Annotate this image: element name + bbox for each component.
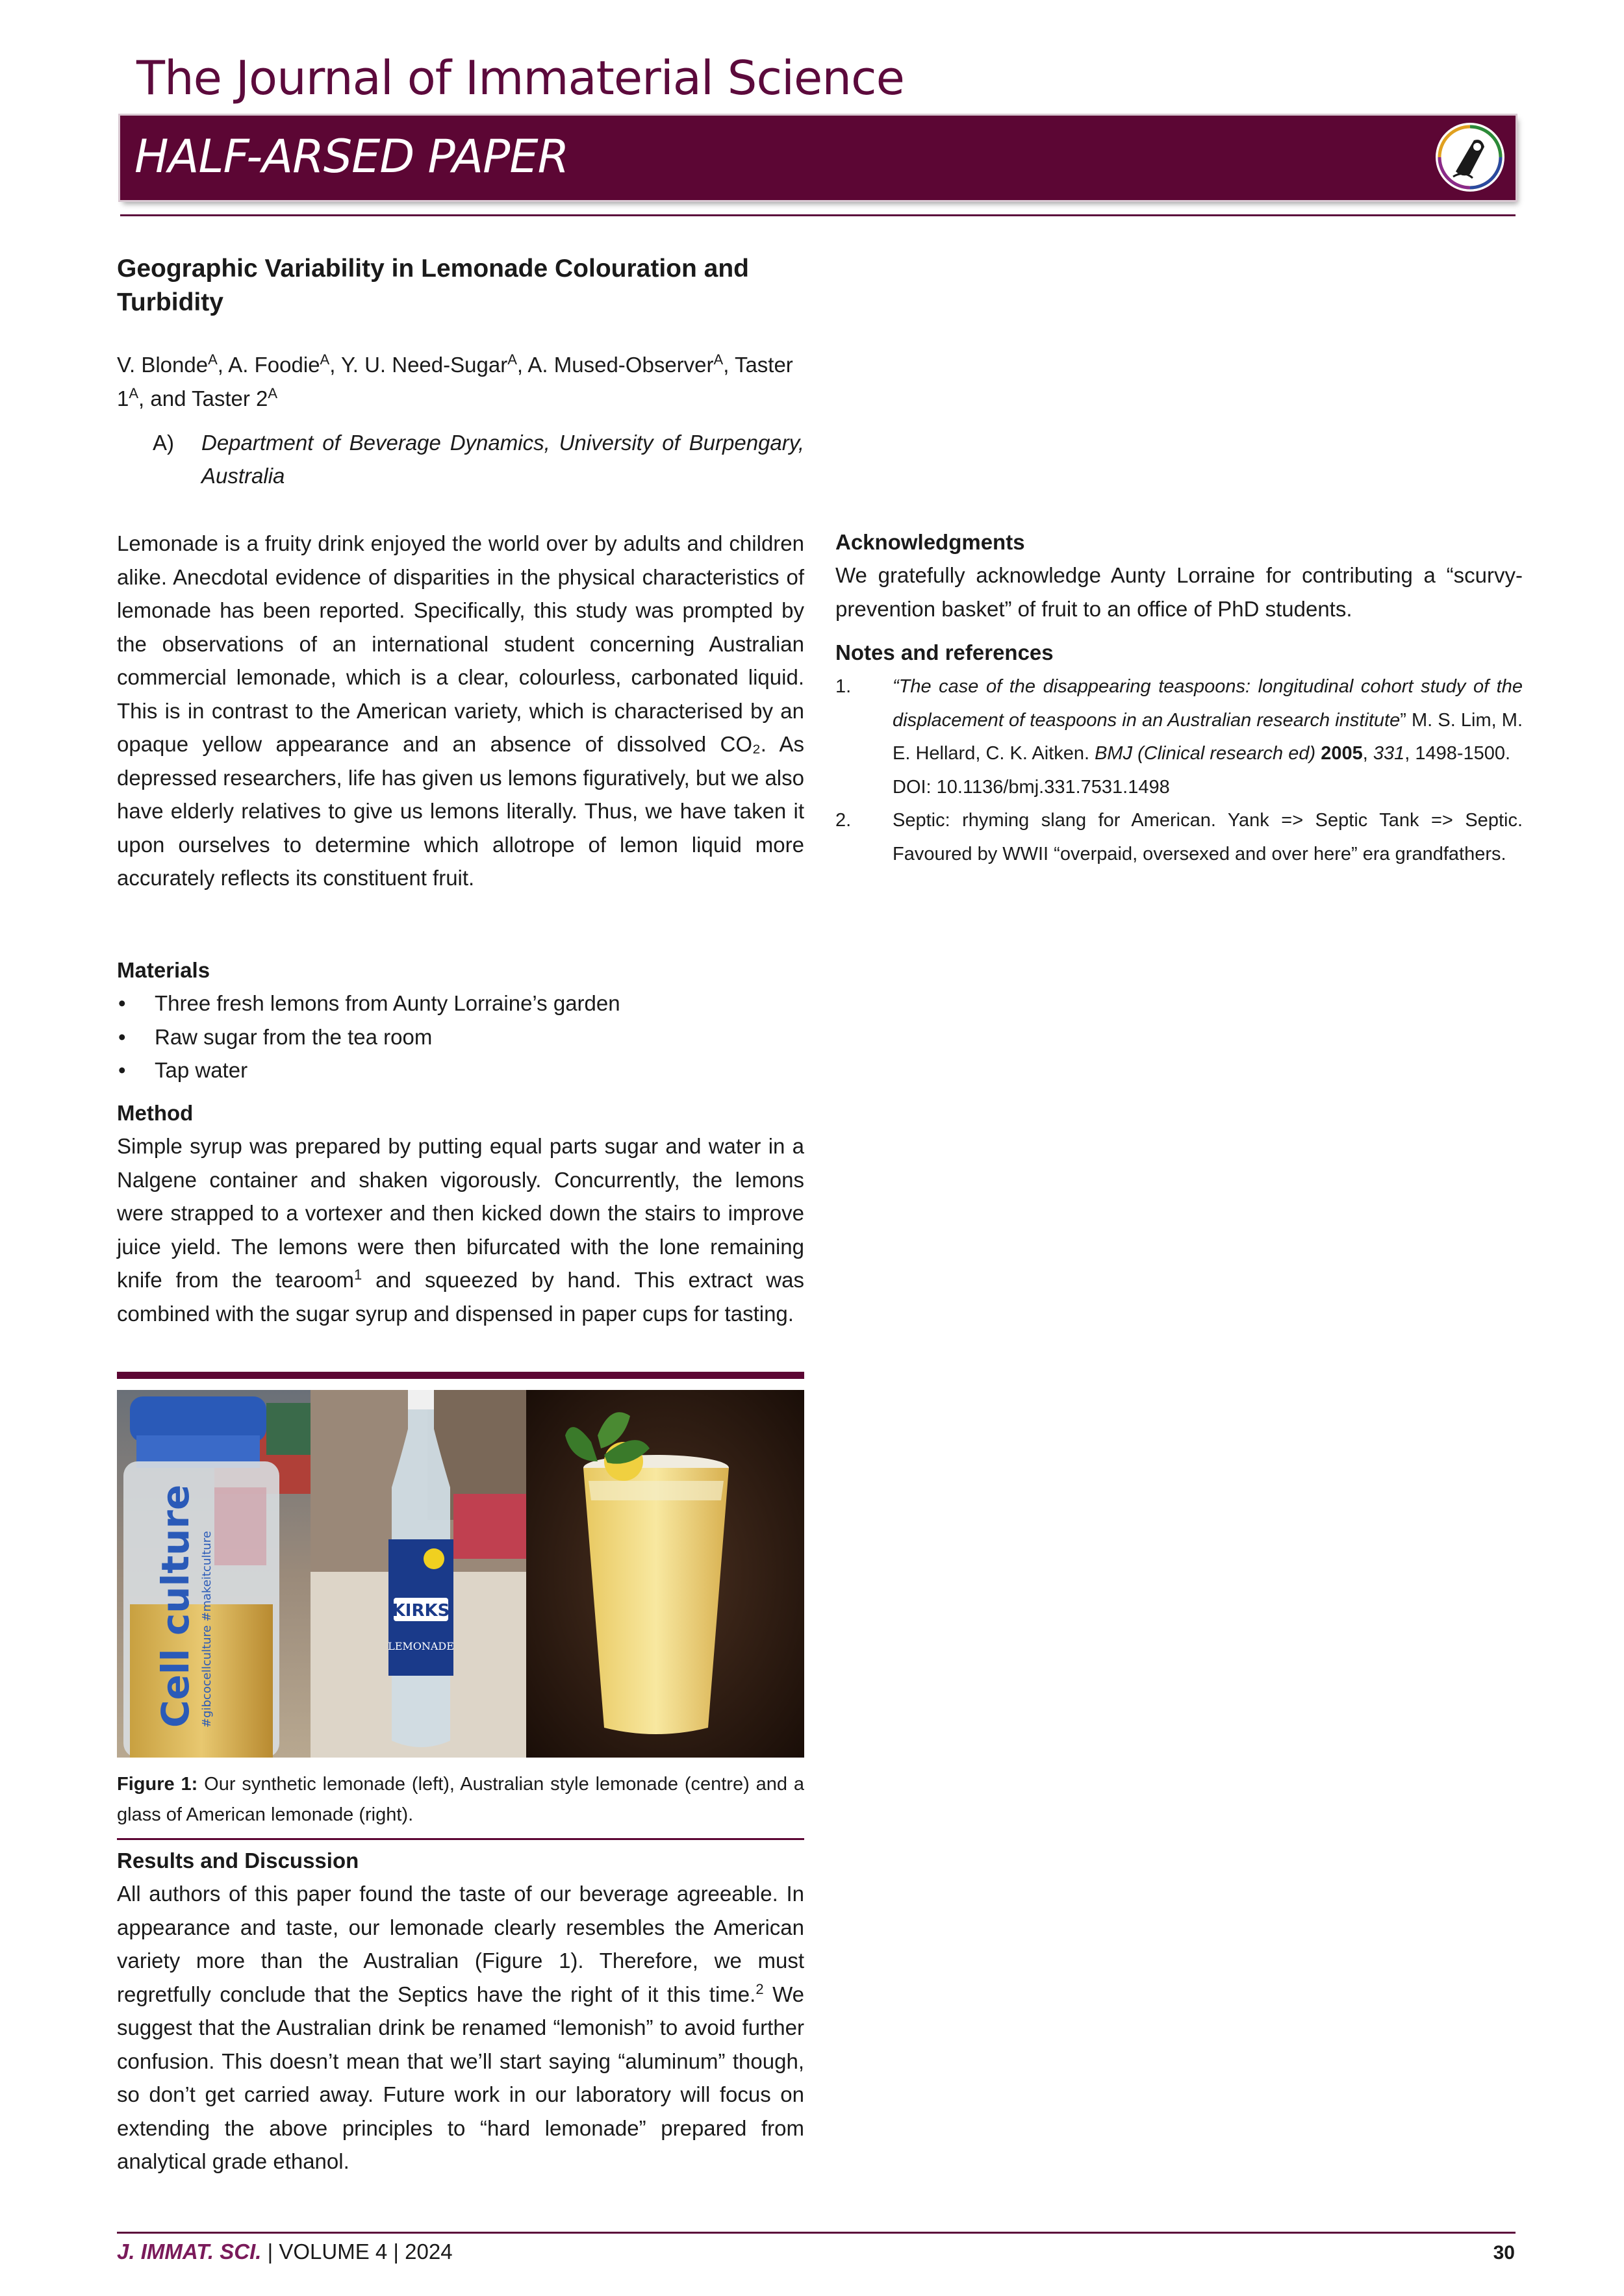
list-item: • Three fresh lemons from Aunty Lorraine’s garden bbox=[117, 987, 804, 1020]
figure-rule-top bbox=[117, 1372, 804, 1379]
author-list: V. Blonde$^A$, A. Foodie$^A$, Y. U. Need-Sugar$^A$, A. Mused-Observer$^A$, Taster $1^A$, and Taster $2^A$ bbox=[117, 351, 793, 410]
affiliation-text: Department of Beverage Dynamics, University of Burpengary, Australia bbox=[201, 431, 804, 488]
intro-paragraph: Lemonade is a fruity drink enjoyed the world over by adults and children alike. Anecdotal evidence of disparities in the physical characteristics of lemonade has been reported. Specifically, this study was prompted by the observations of an international student concerning Australian commercial lemonade, which is a clear, colourless, carbonated liquid. This is in contrast to the American variety, which is characterised by an opaque yellow appearance and an absence of dissolved CO₂. As depressed researchers, life has given us lemons figuratively, but we also have elderly relatives to give us lemons literally. Thus, we have taken it upon ourselves to determine which allotrope of lemon liquid more accurately reflects its constituent fruit. bbox=[117, 531, 804, 890]
reference-doi: DOI: 10.1136/bmj.331.7531.1498 bbox=[893, 776, 1170, 798]
journal-abbrev: J. IMMAT. SCI. bbox=[117, 2239, 262, 2264]
results-section bbox=[117, 1844, 804, 2178]
author: Y. U. Need-Sugar bbox=[340, 353, 508, 377]
author: A. Foodie bbox=[228, 353, 320, 377]
author: V. Blonde bbox=[117, 353, 209, 377]
header-banner bbox=[120, 116, 1516, 200]
bottle-hashtags: #gibcocellculture #makeitculture bbox=[200, 1531, 214, 1728]
reference-item: 1. “The case of the disappearing teaspoons: longitudinal cohort study of the displacement of teaspoons in an Australian research institute” M. S. Lim, M. E. Hellard, C. K. Aitken. BMJ (Clinical research ed) 2005, 331, 1498-1500. DOI: 10.1136/bmj.331.7531.1498 bbox=[835, 676, 1523, 798]
author: Taster 2 bbox=[192, 386, 268, 410]
author: A. Mused-Observer bbox=[527, 353, 714, 377]
references-list bbox=[835, 670, 1523, 871]
page-number: 30 bbox=[1493, 2242, 1515, 2264]
list-item: • Tap water bbox=[117, 1053, 804, 1087]
year-label: 2024 bbox=[405, 2239, 453, 2264]
footnote-ref: 2 bbox=[755, 1980, 764, 1997]
american-lemonade-photo bbox=[526, 1390, 804, 1758]
volume-label: | VOLUME 4 | bbox=[267, 2239, 399, 2264]
author: Taster 1 bbox=[117, 353, 793, 410]
list-item: • Raw sugar from the tea room bbox=[117, 1020, 804, 1054]
footer-rule bbox=[117, 2232, 1516, 2234]
footer bbox=[117, 2239, 453, 2264]
method-heading: Method bbox=[117, 1101, 194, 1125]
references-section bbox=[835, 636, 1523, 871]
figure-caption: Figure 1: Our synthetic lemonade (left), Australian style lemonade (centre) and a glass of American lemonade (right). bbox=[117, 1774, 804, 1825]
affiliation-label: A) bbox=[153, 431, 174, 455]
bottle-label: Cell culture bbox=[153, 1484, 197, 1728]
kirks-sublabel: LEMONADE bbox=[388, 1640, 454, 1652]
journal-title: The Journal of Immaterial Science bbox=[136, 51, 904, 105]
acknowledgments-section bbox=[835, 525, 1523, 625]
figure-rule-bottom bbox=[117, 1838, 804, 1840]
affiliation bbox=[153, 426, 804, 492]
journal-logo-icon bbox=[1434, 121, 1506, 194]
results-heading: Results and Discussion bbox=[117, 1848, 359, 1873]
materials-section bbox=[117, 953, 804, 1087]
paper-title: Geographic Variability in Lemonade Colouration and Turbidity bbox=[117, 255, 749, 316]
banner-title: HALF-ARSED PAPER bbox=[134, 130, 569, 183]
materials-list bbox=[117, 987, 804, 1087]
method-paragraph: Simple syrup was prepared by putting equal parts sugar and water in a Nalgene container and shaken vigorously. Concurrently, the lemons were strapped to a vortexer and then kicked down the stairs to improve juice yield. The lemons were then bifurcated with the lone remaining knife from the tearoom$^1$ and squeezed by hand. This extract was combined with the sugar syrup and dispensed in paper cups for tasting. bbox=[117, 1134, 804, 1326]
australian-lemonade-photo bbox=[311, 1390, 526, 1758]
synthetic-lemonade-photo bbox=[117, 1390, 311, 1758]
results-paragraph: All authors of this paper found the taste of our beverage agreeable. In appearance and taste, our lemonade clearly resembles the American variety more than the Australian (Figure 1). Therefore, we must regretfully conclude that the Septics have the right of it this time.$^2$ We suggest that the Australian drink be renamed “lemonish” to avoid further confusion. This doesn’t mean that we’ll start saying “aluminum” though, so don’t get carried away. Future work in our laboratory will focus on extending the above principles to “hard lemonade” prepared from analytical grade ethanol. bbox=[117, 1882, 804, 2173]
figure-1 bbox=[117, 1390, 804, 1758]
reference-item: 2. Septic: rhyming slang for American. Yank => Septic Tank => Septic. Favoured by WWII “overpaid, oversexed and over here” era grandfathers. bbox=[835, 810, 1523, 864]
materials-heading: Materials bbox=[117, 958, 210, 982]
caption-label: Figure 1: bbox=[117, 1774, 198, 1795]
kirks-label: KIRKS bbox=[392, 1601, 450, 1621]
footnote-ref: 1 bbox=[354, 1267, 362, 1283]
header-rule bbox=[120, 214, 1516, 216]
acknowledgments-text: We gratefully acknowledge Aunty Lorraine for contributing a “scurvy-prevention basket” of fruit to an office of PhD students. bbox=[835, 563, 1523, 621]
acknowledgments-heading: Acknowledgments bbox=[835, 530, 1025, 554]
references-heading: Notes and references bbox=[835, 640, 1054, 664]
method-section bbox=[117, 1096, 804, 1330]
